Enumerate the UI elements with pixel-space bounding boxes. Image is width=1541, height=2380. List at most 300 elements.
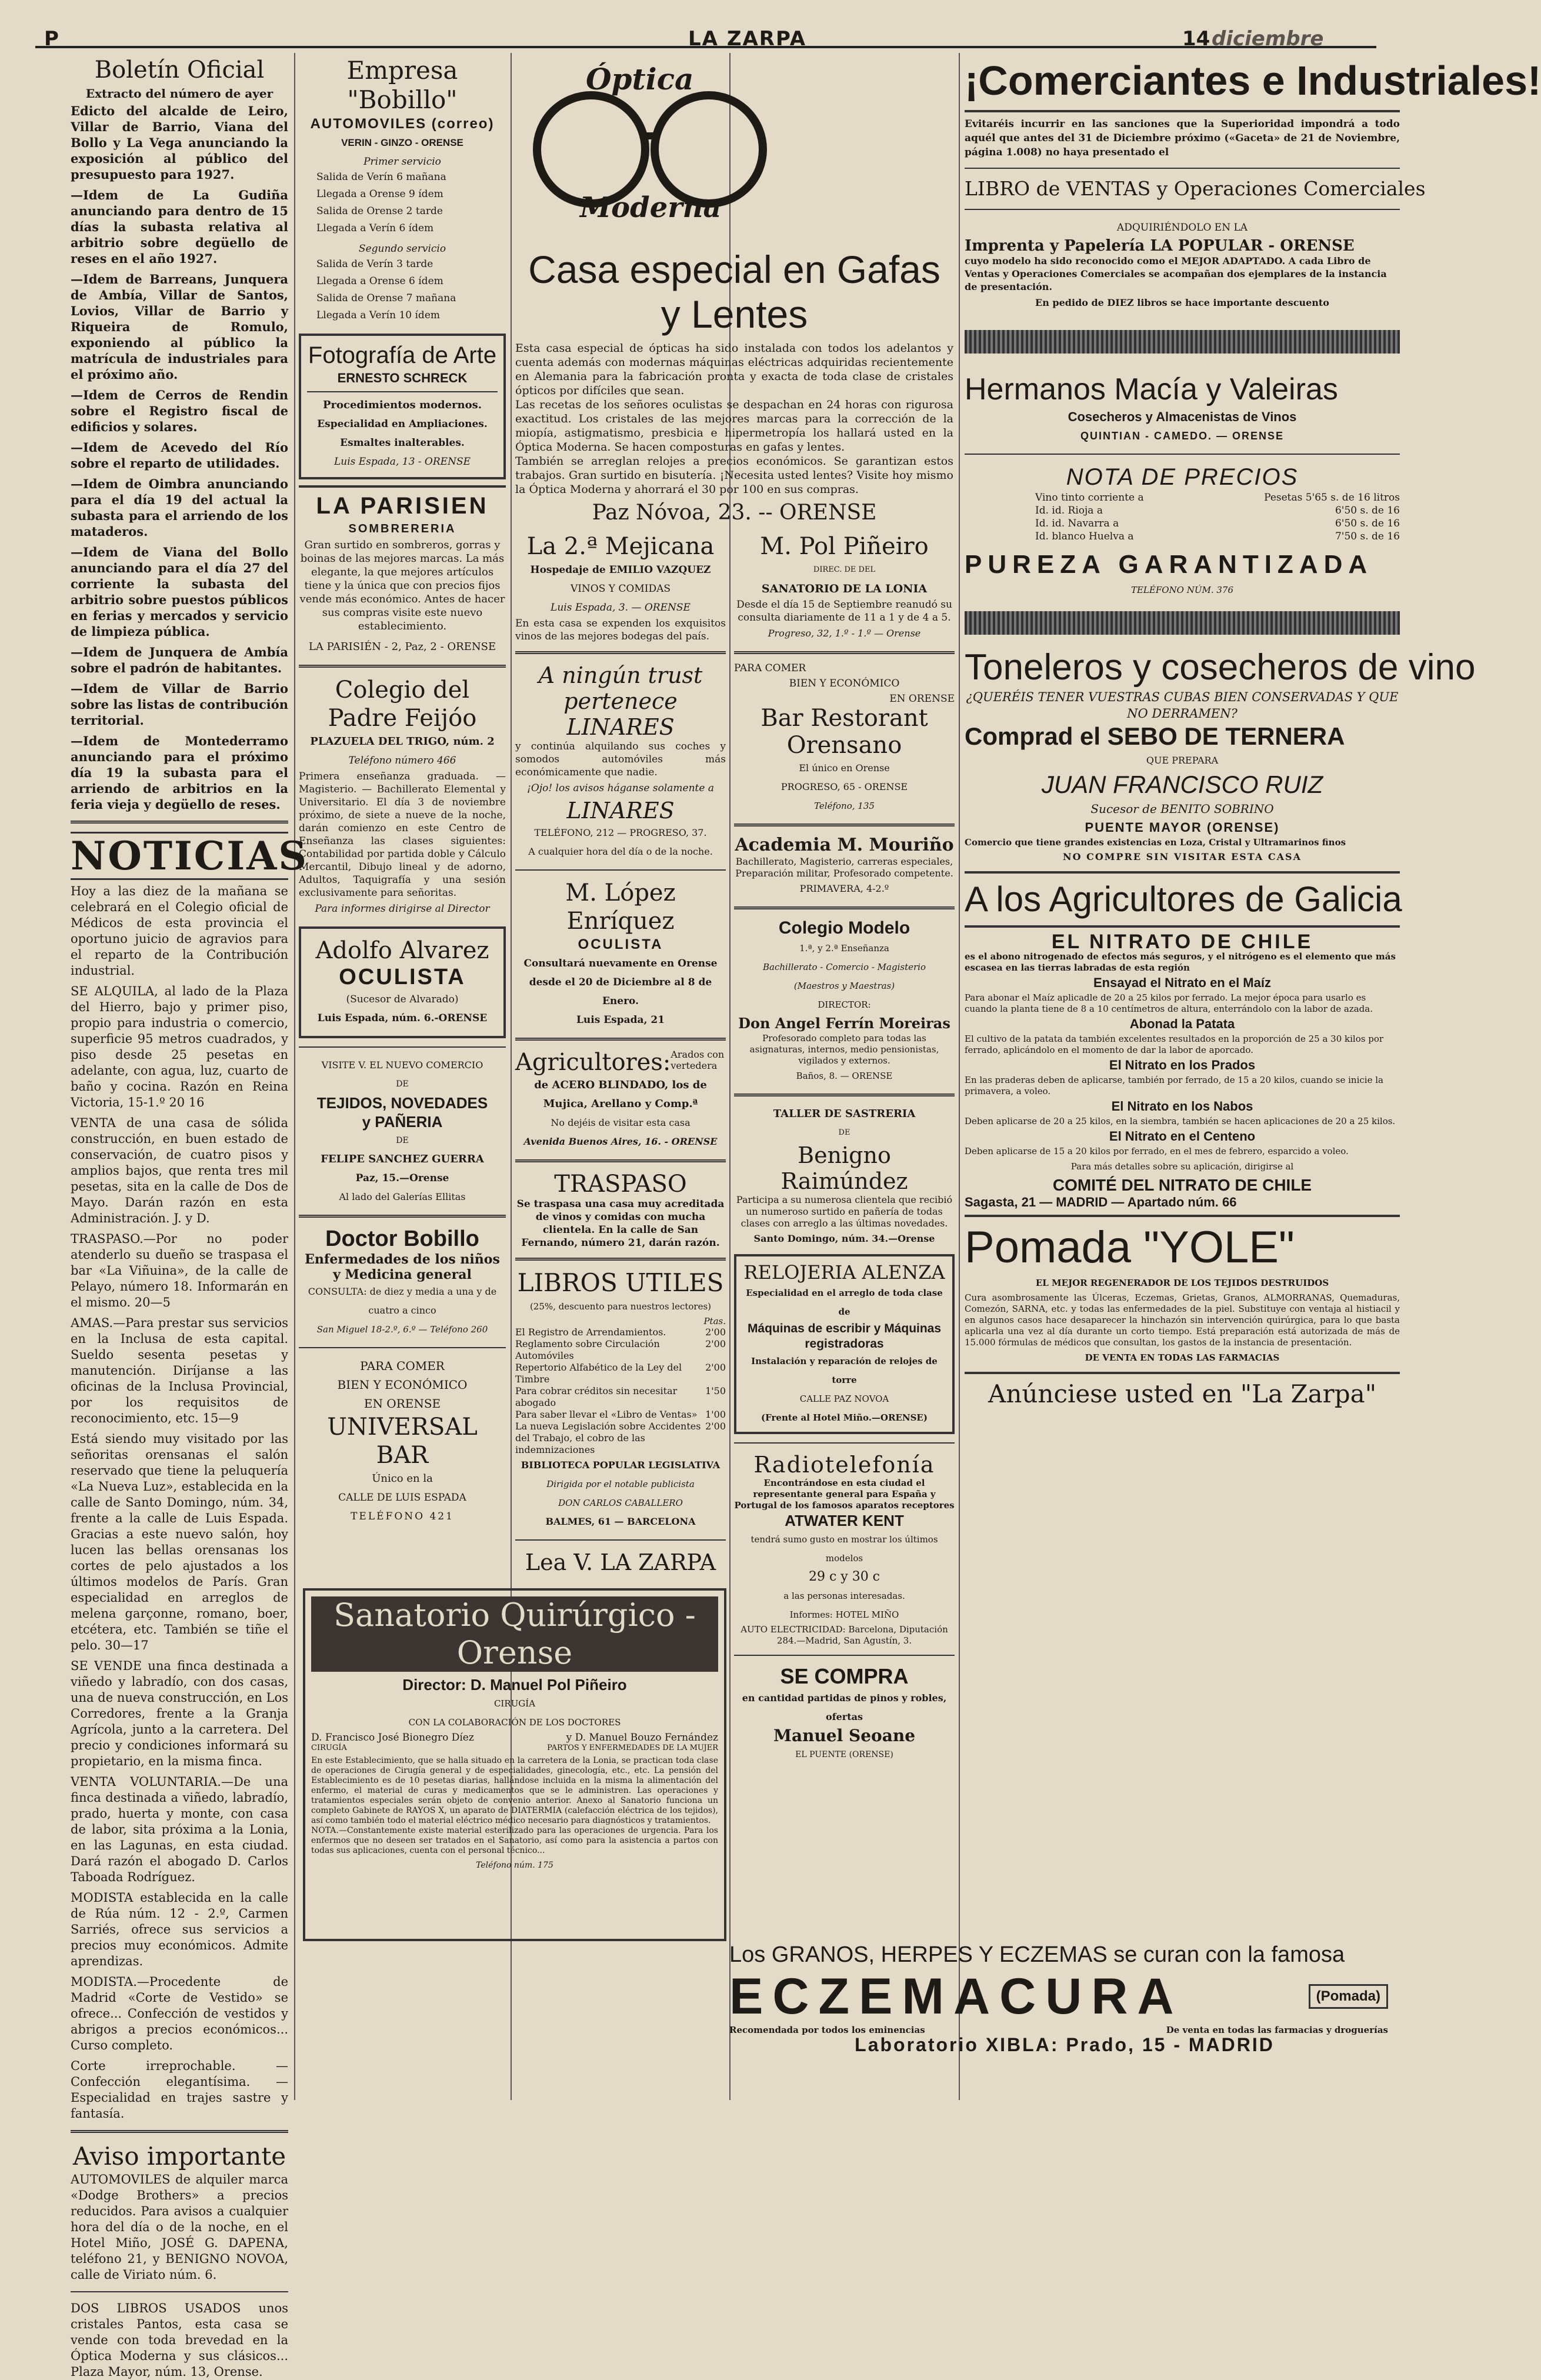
noticia-item: SE ALQUILA, al lado de la Plaza del Hierro, bajo y primer piso, propio para industria o comercio, superficie 95 metros cuadrados, y piso desde 25 pesetas en adelante, con agua, luz, cuarto de baño y cocina. Razón en Reina Victoria, 15-1.º 20 16: [71, 984, 288, 1109]
ornament-bar: [965, 611, 1400, 635]
foto-addr: Luis Espada, 13 - ORENSE: [333, 456, 471, 468]
precio-row-price: 6'50 s. de 16: [1335, 505, 1400, 516]
tejidos-l8: Al lado del Galerías Ellitas: [339, 1191, 466, 1202]
precio-row-name: Vino tinto corriente a: [1035, 492, 1144, 504]
divider: [734, 1655, 955, 1656]
adolfo-succ: (Sucesor de Alvarado): [346, 994, 459, 1005]
noticia-item: VENTA VOLUNTARIA.—De una finca destinada a viñedo, labradío, prado, huerta y monte, con casa de labor, sita próxima a la Lonia, en las Lagunas, en esta ciudad. Dará razón el abogado D. Carlos Taboada Rodríguez.: [71, 1775, 288, 1884]
foto-name: ERNESTO SCHRECK: [337, 371, 468, 385]
comer2: BIEN Y ECONÓMICO: [337, 1378, 468, 1392]
libro-item-name: Para saber llevar el «Libro de Ventas»: [515, 1409, 698, 1420]
boletin-item: —Idem de Barreans, Junquera de Ambía, Villar de Santos, Lovios, Villar de Barrio y Riqueira de Romulo, exponiendo al público la matrícula de industriales para el próximo año.: [71, 272, 288, 382]
bobillo-title: Empresa "Bobillo": [346, 56, 458, 114]
sebo-warn: NO COMPRE SIN VISITAR ESTA CASA: [1063, 851, 1302, 862]
divider: [734, 906, 955, 909]
traspaso-text: Se traspasa una casa muy acreditada de vinos y comidas con mucha clientela. En la calle de San Fernando, número 21, darán razón.: [516, 1198, 725, 1249]
precio-row-price: Pesetas 5'65 s. de 16 litros: [1264, 492, 1400, 504]
libros-bib: BIBLIOTECA POPULAR LEGISLATIVA: [521, 1459, 721, 1471]
header-date: diciembre: [1212, 27, 1324, 51]
boletin-item: —Idem de Acevedo del Río sobre el reparto de utilidades.: [71, 440, 288, 471]
trust-name: LINARES: [566, 798, 675, 824]
sanatorio-text: En este Establecimiento, que se halla situado en la carretera de la Lonia, se practican toda clase de operaciones de Cirugía general y de especialidades, ginecología, etc., etc. La pensión del Establecimiento es de 10 pesetas diarias, hallándose incluida en la misma la alimentación del enfermo, el material de curas y medicamentos que se le administren. Las operaciones y tratamientos especiales serán objeto de convenio anterior. Anexo al Sanatorio funciona un completo Gabinete de RAYOS X, un aparato de DIATERMIA (calefacción eléctrica de los tejidos), así como también todo el material eléctrico médico necesario para diagnósticos y tratamientos.: [311, 1756, 718, 1825]
gafas-addr: Paz Nóvoa, 23. -- ORENSE: [592, 501, 877, 525]
schedule-row: Llegada a Orense 6 ídem: [316, 275, 443, 287]
precio-row: [1035, 504, 1400, 517]
trust-tel: TELÉFONO, 212 — PROGRESO, 37.: [534, 827, 707, 838]
relojeria-l5: (Frente al Hotel Miño.—ORENSE): [761, 1412, 928, 1423]
nabos-title: El Nitrato en los Nabos: [1111, 1099, 1253, 1114]
sanatorio-ad: [303, 1588, 726, 1941]
libro-item-name: Para cobrar créditos sin necesitar abogado: [515, 1385, 678, 1408]
divider: [515, 1258, 726, 1261]
divider: [515, 651, 726, 654]
libro-item-price: 1'00: [705, 1409, 726, 1420]
divider: [965, 871, 1400, 874]
column-1: [71, 56, 309, 2379]
parisien-sub: SOMBRERERIA: [348, 522, 456, 535]
parisien-addr: LA PARISIÉN - 2, Paz, 2 - ORENSE: [308, 641, 496, 653]
header-rule: [35, 46, 1376, 48]
aviso-text: AUTOMOVILES de alquiler marca «Dodge Brothers» a precios reducidos. Para avisos a cualquier hora del día o de la noche, en el Hotel Miño, JOSÉ G. DAPENA, teléfono 21, y BENIGNO NOVOA, calle de Viriato núm. 6.: [71, 2172, 288, 2282]
header-title: LA ZARPA: [688, 27, 807, 51]
noticias-list: [71, 884, 288, 2122]
boletin-item: —Idem de Cerros de Rendin sobre el Registro fiscal de edificios y solares.: [71, 388, 288, 434]
gafas-text-1: Esta casa especial de ópticas ha sido instalada con todos los adelantos y cuenta además con modernas máquinas eléctricas adquiridas recientemente en Alemania para la fabricación pronta y exacta de toda clase de cristales ópticos por difíciles que sean.: [515, 342, 953, 397]
radio-dates: 29 c y 30 c: [808, 1569, 880, 1584]
juan: JUAN FRANCISCO RUIZ: [1041, 771, 1323, 798]
column-rule: [294, 53, 295, 2100]
ornament-bar: [965, 330, 1400, 354]
parisien-title: LA PARISIEN: [316, 493, 489, 519]
lopez-title: M. López Enríquez: [565, 879, 676, 935]
divider: [71, 821, 288, 824]
noticia-item: Está siendo muy visitado por las señoritas orensanas el salón reservado que tiene la peluquería «La Nueva Luz», establecida en la calle de Santo Domingo, núm. 34, frente a la calle de Luis Espada. Gracias a este nuevo salón, hoy lucen las bellas orensanas los cortes de pelo ajustados a los últimos modelos de París. Gran especialidad en arreglos de melena garçonne, romano, boer, etcétera, etc. También se tiñe el pelo. 30—17: [71, 1432, 288, 1652]
radio-text: Encontrándose en esta ciudad el representante general para España y Portugal de los famosos aparatos receptores: [734, 1478, 955, 1511]
radio-text-2: tendrá sumo gusto en mostrar los últimos modelos: [751, 1534, 938, 1564]
prepara: QUE PREPARA: [1146, 755, 1219, 766]
adolfo-addr: Luis Espada, núm. 6.-ORENSE: [317, 1012, 488, 1024]
divider: [515, 1159, 726, 1162]
pomada-sub: EL MEJOR REGENERADOR DE LOS TEJIDOS DESTRUIDOS: [1035, 1278, 1329, 1288]
noticia-item: MODISTA establecida en la calle de Rúa núm. 12 - 2.º, Carmen Sarriés, ofrece sus servicios a precios muy económicos. Admite aprendizas.: [71, 1891, 288, 1968]
agric-head: [515, 1049, 726, 1076]
eczemacura-title: ECZEMACURA: [729, 1968, 1183, 2025]
divider: [965, 110, 1400, 112]
precio-row: [1035, 517, 1400, 530]
tejidos-l2: DE: [396, 1079, 409, 1089]
foto-l2: Especialidad en Ampliaciones.: [317, 418, 488, 430]
colegio-modelo-text: Profesorado completo para todas las asignaturas, internos, medio pensionistas, vigilados y externos.: [749, 1033, 939, 1066]
universal-2: Único en la: [372, 1472, 433, 1485]
maiz-title: Ensayad el Nitrato en el Maíz: [1093, 975, 1271, 990]
trust-text: y continúa alquilando sus coches y somodos automóviles más económicamente que nadie.: [515, 741, 726, 778]
sanatorio-doc-1: D. Francisco José Bionegro Díez: [311, 1732, 474, 1744]
foto-l3: Esmaltes inalterables.: [340, 437, 465, 449]
nitrato-title: EL NITRATO DE CHILE: [1051, 931, 1313, 953]
libro-item: [515, 1409, 726, 1421]
patata-title: Abonad la Patata: [1129, 1016, 1235, 1031]
lopez-text: Consultará nuevamente en Orense desde el 20 de Diciembre al 8 de Enero.: [523, 958, 718, 1007]
boletin-item: Edicto del alcalde de Leiro, Villar de Barrio, Viana del Bollo y La Vega anunciando la exposición al público del presupuesto para 1927.: [71, 104, 288, 182]
maiz-text: Para abonar el Maíz aplicadle de 20 a 25 kilos por ferrado. La mejor época para usarlo es cuando la planta tiene de 8 a 10 centímetros de altura, enterrándolo con la labor de azada.: [965, 992, 1373, 1014]
boletin-sub: Extracto del número de ayer: [85, 86, 273, 101]
sastreria-addr: Santo Domingo, núm. 34.—Orense: [753, 1233, 935, 1244]
hermanos-sub: Cosecheros y Almacenistas de Vinos: [1068, 409, 1297, 424]
schedule-row: Salida de Verín 6 mañana: [316, 171, 446, 183]
adolfo-ad: [299, 926, 506, 1038]
divider: [299, 485, 506, 488]
parisien-text: Gran surtido en sombreros, gorras y boinas de las mejores marcas. La más elegante, la que mejores artículos tiene y la única que con precios fijos vende más económico. Antes de hacer sus compras visite este nuevo establecimiento.: [299, 539, 505, 632]
centeno-text: Deben aplicarse de 15 a 20 kilos por ferrado, en el mes de febrero, esparcido a voleo.: [965, 1146, 1349, 1156]
compra-title: SE COMPRA: [780, 1664, 909, 1688]
precio-row-price: 7'50 s. de 16: [1335, 531, 1400, 542]
precio-row: [1035, 530, 1400, 543]
lopez-addr: Luis Espada, 21: [576, 1014, 665, 1026]
divider: [734, 824, 955, 826]
universal-4: TELÉFONO 421: [351, 1511, 454, 1522]
divider: [71, 2130, 288, 2133]
adquiriendolo: ADQUIRIÉNDOLO EN LA: [1116, 222, 1248, 234]
libro-ventas: LIBRO de VENTAS y Operaciones Comerciales: [965, 177, 1426, 200]
toneleros-title: Toneleros y cosecheros de vino: [965, 647, 1476, 688]
divider: [734, 1094, 955, 1096]
libro-item-name: El Registro de Arrendamientos.: [515, 1326, 666, 1338]
venta-1: Recomendada por todos los eminencias: [729, 2025, 925, 2035]
colegio-modelo-l3: (Maestros y Maestras): [793, 981, 895, 991]
sanatorio-cirugia: CIRUGÍA: [493, 1698, 536, 1709]
optica-brand-2: Moderna: [580, 191, 722, 224]
colegio-modelo-l2: Bachillerato - Comercio - Magisterio: [763, 962, 926, 972]
schedule-row: Salida de Orense 2 tarde: [316, 205, 443, 217]
divider: [515, 869, 726, 871]
agric-title: Agricultores:: [515, 1049, 671, 1076]
pol-title: M. Pol Piñeiro: [760, 533, 929, 560]
agric-galicia-title: A los Agricultores de Galicia: [965, 879, 1402, 919]
comer1: PARA COMER: [360, 1359, 445, 1373]
libros-ptas: Ptas.: [703, 1316, 726, 1326]
schedule-row: Salida de Verín 3 tarde: [316, 258, 433, 270]
schedule-row: Llegada a Orense 9 ídem: [316, 188, 443, 200]
aviso-title: Aviso importante: [72, 2142, 286, 2171]
libro-item: [515, 1362, 726, 1385]
universal-title: UNIVERSAL BAR: [327, 1414, 478, 1469]
lopez-sub: OCULISTA: [578, 936, 663, 952]
schedule-row: Llegada a Verín 6 ídem: [316, 222, 434, 234]
column-2: [299, 56, 506, 1522]
venta-2: De venta en todas las farmacias y droguerías: [1166, 2025, 1388, 2035]
boletin-title: Boletín Oficial: [94, 56, 265, 84]
sanatorio-spec-2: PARTOS Y ENFERMEDADES DE LA MUJER: [547, 1744, 718, 1752]
patata-text: El cultivo de la patata da también excelentes resultados en la proporción de 25 a 30 kilos por ferrado, aplicándolo en el momento de dar la labor de aporcado.: [965, 1034, 1384, 1055]
boletin-list: [71, 103, 288, 812]
page-header: [0, 11, 1400, 51]
precio-row-name: Id. id. Navarra a: [1035, 518, 1119, 529]
pol-text: Desde el día 15 de Septiembre reanudó su consulta diariamente de 11 a 1 y de 4 a 5.: [736, 599, 952, 624]
glasses-icon: [533, 91, 649, 208]
libro-item-price: 1'50: [705, 1385, 726, 1396]
anunciese: Anúnciese usted en "La Zarpa": [988, 1379, 1377, 1408]
libros-dir: Dirigida por el notable publicista: [546, 1479, 695, 1489]
sebo: Comprad el SEBO DE TERNERA: [965, 722, 1345, 750]
compra-name: Manuel Seoane: [773, 1726, 916, 1745]
tejidos-l7: Paz, 15.—Orense: [355, 1172, 449, 1184]
libro-item: [515, 1421, 726, 1456]
sanatorio-title: Sanatorio Quirúrgico - Orense: [311, 1596, 718, 1672]
boletin-item: —Idem de Viana del Bollo anunciando para el día 27 del corriente la subasta del arbitrio sobre puestos públicos en ferias y mercados y servicio de limpieza pública.: [71, 545, 288, 639]
radio-title: Radiotelefonía: [753, 1452, 935, 1478]
boletin-item: —Idem de Junquera de Ambía sobre el padrón de habitantes.: [71, 645, 288, 675]
relojeria-title: RELOJERIA ALENZA: [743, 1261, 945, 1284]
granos: Los GRANOS, HERPES Y ECZEMAS se curan con la famosa: [729, 1942, 1345, 1967]
noticia-item: MODISTA.—Procedente de Madrid «Corte de Vestido» se ofrece... Confección de vestidos y abrigos a precios económicos... Curso completo.: [71, 1975, 288, 2052]
sanatorio-foot: Teléfono núm. 175: [476, 1861, 553, 1870]
libros-sub: (25%, descuento para nuestros lectores): [529, 1301, 712, 1312]
libros-title: LIBROS UTILES: [517, 1268, 724, 1297]
sanatorio-specs: [311, 1744, 718, 1752]
sucesor: Sucesor de BENITO SOBRINO: [1090, 802, 1274, 816]
bar-title: Bar Restorant Orensano: [761, 705, 928, 759]
trust-note: A cualquier hora del día o de la noche.: [528, 846, 713, 857]
sastreria-title: TALLER DE SASTRERIA: [773, 1108, 916, 1120]
com-text: Evitaréis incurrir en las sanciones que la Superioridad impondrá a todo aquél que antes del 31 de Diciembre próximo («Gaceta» de 21 de Noviembre, página 1.008) no haya presentado el: [965, 118, 1400, 158]
radio-brand: ATWATER KENT: [785, 1512, 904, 1529]
foto-title: Fotografía de Arte: [308, 342, 497, 368]
radio-text-3: a las personas interesadas.: [783, 1591, 905, 1601]
bar-tel: Teléfono, 135: [814, 801, 875, 811]
precios-title: NOTA DE PRECIOS: [1066, 464, 1299, 490]
trust-oj: ¡Ojo! los avisos háganse solamente a: [527, 782, 714, 794]
eczemacura-row: [729, 1968, 1400, 2025]
hermanos-addr: QUINTIAN - CAMEDO. — ORENSE: [1080, 430, 1284, 442]
libro-item-name: Reglamento sobre Circulación Automóviles: [515, 1338, 660, 1361]
agric-side: Arados con vertedera: [671, 1049, 725, 1071]
adolfo-sub: OCULISTA: [339, 965, 466, 989]
schedule-row: Llegada a Verín 10 ídem: [316, 309, 440, 321]
noticia-item: Corte irreprochable. — Confección elegantísima. — Especialidad en trajes sastre y fantasía.: [71, 2059, 288, 2121]
foto-l1: Procedimientos modernos.: [322, 399, 482, 411]
eczemacura-ad: [729, 1941, 1400, 2112]
noticia-item: SE VENDE una finca destinada a viñedo y labradío, con dos casas, una de nueva construcción, en Los Corredores, frente a la Granja Agrícola, junto a la carretera. Del precio y condiciones informará su propietario, en la misma finca.: [71, 1659, 288, 1768]
boletin-item: —Idem de Oimbra anunciando para el día 19 del actual la subasta para el arriendo de los mataderos.: [71, 476, 288, 539]
eczemacura-pomada: (Pomada): [1309, 1984, 1388, 2009]
optica-logo: [515, 56, 726, 232]
noticia-item: TRASPASO.—Por no poder atenderlo su dueño se traspasa el bar «La Viñuina», de la calle de Pelayo, número 18. Informarán en el mismo. 20—5: [71, 1232, 288, 1309]
noticia-item: VENTA de una casa de sólida construcción, en buen estado de conservación, de cuatro pisos y amplios bajos, que renta tres mil pesetas, sita en la calle de Dos de Mayo. Darán razón en esta Administración. J. y D.: [71, 1116, 288, 1225]
agric-note: No dejéis de visitar esta casa: [551, 1117, 691, 1128]
noticias-title: NOTICIAS: [71, 833, 309, 879]
segundo-servicio: Segundo servicio: [358, 243, 446, 255]
column-3-lower: [515, 532, 726, 1575]
pol-san: SANATORIO DE LA LONIA: [761, 582, 928, 595]
gafas-text-3: También se arreglan relojes a precios económicos. Se garantizan estos trabajos. Gran surtido en bisutería. ¡Necesita usted lentes? Visite hoy mismo la Óptica Moderna y ahorrará el 30 por 100 en sus compras.: [515, 455, 953, 496]
academia-text: Bachillerato, Magisterio, carreras especiales, Preparación militar, Profesorado competente.: [735, 856, 953, 879]
colegio-modelo-name: Don Angel Ferrín Moreiras: [738, 1015, 950, 1032]
libro-item-price: 2'00: [705, 1338, 726, 1349]
trust-title: A ningún trust pertenece LINARES: [538, 662, 703, 740]
header-page: 14: [1182, 27, 1210, 51]
sanatorio-nota: NOTA.—Constantemente existe material esterilizado para las operaciones de urgencia. Para los enfermos que no deseen ser tratados en el Sanatorio, así como para la asistencia a partos con todas sus aplicaciones, cuenta con el personal técnico...: [311, 1826, 718, 1855]
divider: [299, 665, 506, 668]
divider: [734, 651, 955, 654]
colegio-modelo-title: Colegio Modelo: [778, 918, 910, 938]
boletin-item: —Idem de La Gudiña anunciando para dentro de 15 días la subasta relativa al arbitrio sobre degüello de reses en el año 1927.: [71, 188, 288, 266]
aviso-text-2: DOS LIBROS USADOS unos cristales Pantos, esta casa se vende con toda brevedad en la Óptica Moderna y sus clásicos... Plaza Mayor, núm. 13, Orense.: [71, 2301, 288, 2379]
pol-sub: DIREC. DE DEL: [813, 565, 876, 574]
divider: [299, 1215, 506, 1218]
divider: [965, 925, 1400, 928]
mejicana-vinos: VINOS Y COMIDAS: [570, 583, 671, 595]
relojeria-l2: Máquinas de escribir y Máquinas registradoras: [747, 1322, 942, 1351]
lea-zarpa: Lea V. LA ZARPA: [525, 1549, 716, 1575]
bobillo-route: VERIN - GINZO - ORENSE: [341, 137, 463, 148]
comer3: EN ORENSE: [363, 1396, 441, 1411]
divider: [965, 1215, 1400, 1217]
tejidos-l6: FELIPE SANCHEZ GUERRA: [321, 1153, 484, 1165]
divider: [515, 1038, 726, 1041]
col4-comer2: BIEN Y ECONÓMICO: [789, 678, 900, 689]
tejidos-l3: TEJIDOS, NOVEDADES: [316, 1094, 488, 1112]
divider: [965, 168, 1400, 169]
mejicana-text: En esta casa se expenden los exquisitos vinos de las mejores bodegas del país.: [515, 618, 726, 642]
primer-rows: [299, 171, 506, 235]
radio-info: Informes: HOTEL MIÑO: [789, 1609, 899, 1620]
precio-row: [1035, 491, 1400, 504]
divider: [299, 1046, 506, 1048]
boletin-item: —Idem de Montederramo anunciando para el próximo día 19 la subasta para el arriendo de arbitrios en la feria vieja y degüello de reses.: [71, 734, 288, 812]
popular-desc: En pedido de DIEZ libros se hace importante descuento: [1035, 297, 1329, 308]
schedule-row: Salida de Orense 7 mañana: [316, 292, 456, 304]
tejidos-l5: DE: [396, 1136, 409, 1145]
mejicana-sub: Hospedaje de EMILIO VAZQUEZ: [530, 564, 711, 576]
agric-text: de ACERO BLINDADO, los de Mujica, Arellano y Comp.ª: [534, 1079, 707, 1110]
colegio-foot: Para informes dirigirse al Director: [315, 903, 490, 915]
libro-item: [515, 1338, 726, 1362]
gafas-title: Casa especial en Gafas y Lentes: [528, 248, 940, 336]
academia-addr: PRIMAVERA, 4-2.º: [799, 883, 889, 894]
boletin-item: —Idem de Villar de Barrio sobre las listas de contribución territorial.: [71, 681, 288, 728]
gafas-text-2: Las recetas de los señores oculistas se despachan en 24 horas con rigurosa exactitud. Los cristales de las mejores marcas para la corrección de la miopía, astigmatismo, presbicia e hipermetropía los hallará usted en la Óptica Moderna. Se hacen composturas en gafas y lentes.: [515, 398, 953, 454]
toneleros-q: ¿QUERÉIS TENER VUESTRAS CUBAS BIEN CONSERVADAS Y QUE NO DERRAMEN?: [966, 690, 1399, 721]
sanatorio-colab: CON LA COLABORACIÓN DE LOS DOCTORES: [408, 1717, 621, 1728]
libro-item-price: 2'00: [705, 1362, 726, 1373]
eczemacura-lab: Laboratorio XIBLA: Prado, 15 - MADRID: [855, 2034, 1275, 2055]
traspaso-title: TRASPASO: [554, 1171, 687, 1198]
pomada-title: Pomada "YOLE": [965, 1222, 1295, 1272]
glasses-bridge: [641, 132, 659, 139]
relojeria-l4: CALLE PAZ NOVOA: [799, 1394, 889, 1404]
bobillo-dr2: Enfermedades de los niños y Medicina general: [305, 1252, 500, 1282]
col4-comer1: PARA COMER: [734, 662, 806, 674]
colegio-tel: Teléfono número 466: [348, 755, 456, 766]
sanatorio-doc-2: y D. Manuel Bouzo Fernández: [566, 1732, 718, 1744]
academia-title: Academia M. Mouriño: [735, 835, 954, 855]
primer-servicio: Primer servicio: [363, 156, 441, 168]
libro-item: [515, 1385, 726, 1409]
comite-addr: Sagasta, 21 — MADRID — Apartado núm. 66: [965, 1195, 1237, 1209]
relojeria-l1: Especialidad en el arreglo de toda clase de: [746, 1288, 943, 1317]
pol-addr: Progreso, 32, 1.º - 1.º — Orense: [768, 628, 921, 639]
divider: [965, 1372, 1400, 1374]
bobillo-sub: AUTOMOVILES (correo): [310, 116, 495, 132]
glasses-icon: [651, 91, 767, 208]
sastreria-name: Benigno Raimúndez: [780, 1142, 908, 1194]
bobillo-dr3: CONSULTA: de diez y media a una y de cuatro a cinco: [308, 1286, 497, 1316]
colegio-title: Colegio del Padre Feijóo: [328, 676, 477, 732]
popular: Imprenta y Papelería LA POPULAR - ORENSE: [965, 237, 1355, 255]
colegio-modelo-dir: DIRECTOR:: [818, 999, 871, 1010]
com-title: ¡Comerciantes e Industriales!: [965, 58, 1541, 104]
radio-auto: AUTO ELECTRICIDAD: Barcelona, Diputación 284.—Madrid, San Agustín, 3.: [741, 1624, 948, 1646]
hermanos-title: Hermanos Macía y Valeiras: [965, 372, 1338, 406]
libro-item: [515, 1326, 726, 1338]
divider: [734, 1442, 955, 1444]
bar-addr: PROGRESO, 65 - ORENSE: [780, 781, 908, 792]
sastreria-text: Participa a su numerosa clientela que recibió un numeroso surtido en pañería de todas clases con arreglo a las últimas novedades.: [736, 1194, 953, 1229]
divider: [515, 1539, 726, 1541]
universal-3: CALLE DE LUIS ESPADA: [338, 1492, 466, 1504]
divider: [965, 209, 1400, 210]
relojeria-l3: Instalación y reparación de relojes de torre: [751, 1356, 938, 1385]
nabos-text: Deben aplicarse de 20 a 25 kilos, en la siembra, también se hacen aplicaciones de 20 a 25 kilos.: [965, 1116, 1396, 1126]
bobillo-dr4: San Miguel 18-2.º, 6.º — Teléfono 260: [316, 1324, 488, 1335]
divider: [71, 2291, 288, 2292]
pomada-venta: DE VENTA EN TODAS LAS FARMACIAS: [1085, 1352, 1280, 1363]
libro-item-price: 2'00: [705, 1326, 726, 1338]
sanatorio-spec-1: CIRUGÍA: [311, 1744, 347, 1752]
mejicana-addr: Luis Espada, 3. — ORENSE: [551, 602, 691, 614]
optica-ad: [515, 247, 953, 524]
nitrato-text: es el abono nitrogenado de efectos más seguros, y el nitrógeno es el elemento que más escasea en las tierras labradas de esta región: [965, 951, 1396, 973]
pureza: PUREZA GARANTIZADA: [965, 550, 1373, 579]
tejidos-l1: VISITE V. EL NUEVO COMERCIO: [321, 1059, 483, 1071]
divider: [965, 454, 1400, 455]
bobillo-dr: Doctor Bobillo: [325, 1226, 479, 1251]
noticia-item: Hoy a las diez de la mañana se celebrará en el Colegio oficial de Médicos de esta provincia el oportuno juicio de agravios para el reparto de la Contribución industrial.: [71, 884, 288, 978]
adolfo-title: Adolfo Alvarez: [315, 937, 489, 964]
precio-row-name: Id. blanco Huelva a: [1035, 531, 1134, 542]
libro-item-name: La nueva Legislación sobre Accidentes del Trabajo, el cobro de las indemnizaciones: [515, 1421, 701, 1455]
colegio-modelo-addr: Baños, 8. — ORENSE: [796, 1071, 893, 1081]
agric-addr: Avenida Buenos Aires, 16. - ORENSE: [523, 1136, 718, 1147]
libros-addr: BALMES, 61 — BARCELONA: [545, 1516, 696, 1527]
colegio-modelo-l1: 1.ª, y 2.ª Enseñanza: [799, 943, 889, 954]
precio-row-price: 6'50 s. de 16: [1335, 518, 1400, 529]
libros-auth: DON CARLOS CABALLERO: [558, 1498, 683, 1508]
prados-title: El Nitrato en los Prados: [1109, 1058, 1256, 1072]
puente: PUENTE MAYOR (ORENSE): [1085, 820, 1280, 835]
prados-text: En las praderas deben de aplicarse, también por ferrado, de 15 a 20 kilos, cuando se inicie la primavera, a voleo.: [965, 1075, 1383, 1096]
foto-ad: [299, 334, 506, 479]
sebo-text: Comercio que tiene grandes existencias en Loza, Cristal y Ultramarinos finos: [965, 837, 1346, 848]
sanatorio-docs: [311, 1732, 718, 1744]
libro-item-name: Repertorio Alfabético de la Ley del Timbre: [515, 1362, 682, 1385]
segundo-rows: [299, 258, 506, 322]
column-5: [965, 56, 1541, 2038]
colegio-addr: PLAZUELA DEL TRIGO, núm. 2: [310, 735, 495, 748]
libro-item-price: 2'00: [705, 1421, 726, 1432]
header-left: P: [44, 27, 59, 51]
col4-comer3: EN ORENSE: [889, 693, 955, 705]
pomada-text: Cura asombrosamente las Úlceras, Eczemas, Grietas, Granos, ALMORRANAS, Quemaduras, Comezón, SARNA, etc. y todas las enfermedades de la piel. Substituye con ventaja al histiacil y en algunos casos hace desaparecer la hinchazón sin intervención quirúrgica, para lo que basta aplicarla una vez al día durante un corto tiempo. Está preparación está autorizada de más de 15.000 fórmulas de médicos que consultan, los gastos de la instancia de presentación.: [965, 1292, 1400, 1348]
noticia-item: AMAS.—Para prestar sus servicios en la Inclusa de esta capital. Sueldo sesenta pesetas y manutención. Diríjanse a las oficinas de la Inclusa Provincial, por los requisitos de reconocimiento, etc. 15—9: [71, 1316, 288, 1425]
centeno-title: El Nitrato en el Centeno: [1109, 1129, 1256, 1144]
mejicana-title: La 2.ª Mejicana: [526, 533, 715, 560]
detalles: Para más detalles sobre su aplicación, dirigirse al: [1070, 1161, 1294, 1172]
libros-list: [515, 1326, 726, 1456]
column-4: [734, 532, 955, 1862]
comite: COMITÉ DEL NITRATO DE CHILE: [1052, 1176, 1312, 1194]
bar-sub: El único en Orense: [799, 762, 890, 774]
